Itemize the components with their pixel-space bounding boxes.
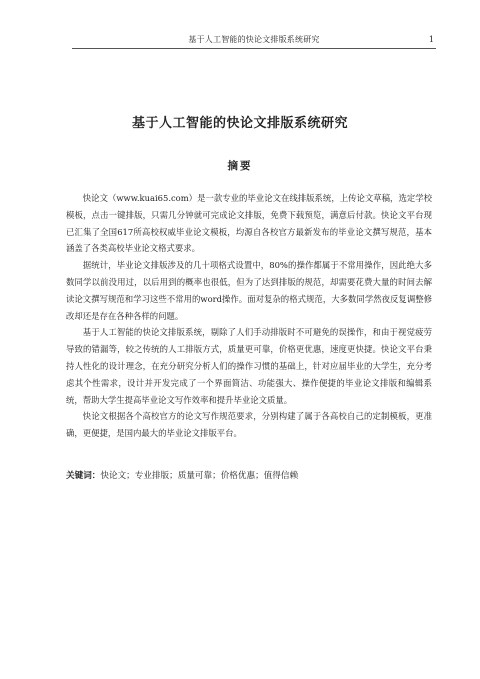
abstract-heading: 摘要 xyxy=(227,160,253,172)
keywords-label: 关键词： xyxy=(66,471,101,481)
document-title: 基于人工智能的快论文排版系统研究 xyxy=(131,116,348,131)
abstract-paragraph-2: 据统计，毕业论文排版涉及的几十项格式设置中，80%的操作都属于不常用操作，因此绝大多数同学以前没用过，以后用到的概率也很低，但为了达到排版的规范，却需要花费大量的时间去解读论文撰写规范和学习这些不常用的word操作。面对复杂的格式规范，大多数同学然夜反复调整修改却还是存在各种各样的问题。 xyxy=(66,260,432,321)
keywords-line xyxy=(66,468,432,484)
running-header xyxy=(72,34,436,49)
keywords-text: 快论文；专业排版；质量可靠；价格优惠；值得信赖 xyxy=(100,471,299,481)
abstract-paragraph-3: 基于人工智能的快论文排版系统，剔除了人们手动排版时不可避免的误操作，和由于视觉疲劳导致的错漏等，较之传统的人工排版方式，质量更可靠，价格更优惠，速度更快捷。快论文平台秉持人性化的设计理念，在充分研究分析人们的操作习惯的基础上，针对应届毕业的大学生，充分考虑其个性需求，设计并开发完成了一个界面简洁、功能强大、操作便捷的毕业论文排版和编辑系统，帮助大学生提高毕业论文写作效率和提升毕业论文质量。 xyxy=(66,327,432,405)
header-title: 基于人工智能的快论文排版系统研究 xyxy=(188,35,320,44)
abstract-body xyxy=(66,190,432,442)
abstract-paragraph-4: 快论文根据各个高校官方的论文写作规范要求，分别构建了属于各高校自己的定制模板，更准确，更便捷，是国内最大的毕业论文排版平台。 xyxy=(66,411,432,439)
abstract-paragraph-1: 快论文（www.kuai65.com）是一款专业的毕业论文在线排版系统，上传论文草稿，选定学校模板，点击一键排版，只需几分钟就可完成论文排版，免费下载预览，满意后付款。快论文平台现已汇集了全国617所高校权威毕业论文模板，均源自各校官方最新发布的毕业论文撰写规范，基本涵盖了各类高校毕业论文格式要求。 xyxy=(66,193,432,254)
page-number: 1 xyxy=(428,35,434,44)
